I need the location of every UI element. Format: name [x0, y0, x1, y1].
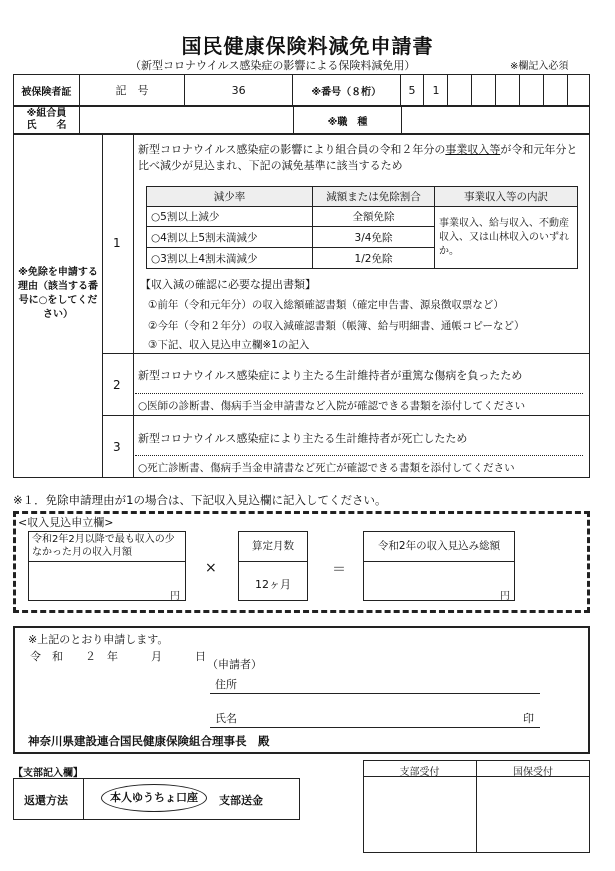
job-label: ※職 種	[294, 107, 402, 134]
income-note: ※１．免除申請理由が1の場合は、下記収入見込欄に記入してください。	[13, 493, 387, 507]
insured-row	[13, 74, 590, 106]
address-line[interactable]	[210, 693, 540, 694]
reason-3-text: 新型コロナウイルス感染症により主たる生計維持者が死亡したため	[138, 432, 468, 445]
reason-1-number[interactable]: 1	[113, 236, 121, 250]
income-box-title: <収入見込申立欄>	[18, 516, 114, 529]
times-sign: ×	[205, 560, 217, 576]
doc-1: ①前年（令和元年分）の収入総額確認書類（確定申告書、源泉徴収票など）	[148, 299, 504, 311]
address-label: 住所	[215, 678, 237, 691]
digit-7[interactable]	[544, 75, 568, 106]
name-label: 氏名	[215, 712, 237, 725]
yen-unit-2: 円	[500, 591, 510, 602]
digit-1[interactable]: 5	[400, 75, 424, 106]
member-label-line1: ※組合員	[26, 108, 67, 119]
doc-3: ③下記、収入見込申立欄※1の記入	[148, 339, 310, 351]
ratio-row-1: 全額免除	[313, 207, 435, 227]
member-label-line2: 氏 名	[26, 120, 67, 131]
rate-row-1[interactable]: ○5割以上減少	[147, 207, 313, 227]
rate-row-3[interactable]: ○3割以上4割未満減少	[147, 248, 313, 269]
th-breakdown: 事業収入等の内訳	[435, 187, 578, 207]
reason-label: ※免除を申請する理由（該当する番号に○をしてください）	[18, 267, 98, 320]
return-method-label: 返還方法	[24, 794, 68, 807]
member-name-field[interactable]	[80, 107, 294, 134]
th-rate: 減少率	[147, 187, 313, 207]
digit-5[interactable]	[496, 75, 520, 106]
ratio-row-2: 3/4免除	[313, 227, 435, 248]
breakdown-cell: 事業収入、給与収入、不動産収入、又は山林収入のいずれか。	[435, 207, 578, 269]
digit-8[interactable]	[568, 75, 590, 106]
doc-2: ②今年（令和２年分）の収入減確認書類（帳簿、給与明細書、通帳コピーなど）	[148, 320, 525, 332]
application-statement: ※上記のとおり申請します。	[28, 633, 169, 646]
applicant-label: （申請者）	[207, 658, 262, 671]
reason-3-doc: ○死亡診断書、傷病手当金申請書など死亡が確認できる書類を添付してください	[138, 462, 515, 474]
name-line[interactable]	[210, 727, 540, 728]
job-field[interactable]	[402, 107, 590, 134]
digit-2[interactable]: 1	[424, 75, 448, 106]
application-date[interactable]: 令 和 ２ 年 月 日	[30, 650, 206, 663]
ratio-row-3: 1/2免除	[313, 248, 435, 269]
reason-1-text	[138, 142, 586, 174]
months-label: 算定月数	[252, 540, 294, 552]
digit-4[interactable]	[472, 75, 496, 106]
digit-6[interactable]	[520, 75, 544, 106]
reason-2-doc: ○医師の診断書、傷病手当金申請書など入院が確認できる書類を添付してください	[138, 400, 526, 412]
card-label: 被保険者証	[14, 75, 80, 106]
reduction-table	[146, 186, 578, 269]
min-month-label: 令和2年2月以降で最も収入の少なかった月の収入月額	[32, 534, 175, 558]
member-row	[13, 106, 590, 134]
total-label: 令和2年の収入見込み総額	[377, 540, 501, 552]
reason-1-text-a: 新型コロナウイルス感染症の影響により組合員の令和２年分の	[138, 143, 446, 156]
branch-title: 【支部記入欄】	[13, 768, 83, 779]
branch-reception-label: 支部受付	[399, 767, 440, 778]
symbol-label: 記 号	[79, 75, 185, 106]
option-branch-remit[interactable]: 支部送金	[219, 794, 263, 807]
rate-row-2[interactable]: ○4割以上5割未満減少	[147, 227, 313, 248]
member-name-label	[14, 107, 80, 134]
addressee: 神奈川県建設連合国民健康保険組合理事長 殿	[28, 734, 270, 748]
reason-1-underline: 事業収入等	[445, 143, 501, 156]
months-value: 12ヶ月	[255, 578, 291, 591]
seal-mark: 印	[523, 712, 534, 725]
form-subtitle: （新型コロナウイルス感染症の影響による保険料減免用）	[130, 59, 416, 72]
th-ratio: 減額または免除割合	[313, 187, 435, 207]
required-note: ※欄記入必須	[510, 61, 569, 72]
form-title: 国民健康保険料減免申請書	[181, 34, 434, 58]
number-label: ※番号（８桁）	[292, 75, 400, 106]
reason-3-number[interactable]: 3	[113, 440, 121, 454]
docs-title: 【収入減の確認に必要な提出書類】	[140, 278, 316, 291]
yen-unit-1: 円	[170, 591, 180, 602]
option-yucho[interactable]: 本人ゆうちょ口座	[101, 784, 207, 812]
kokuho-reception-label: 国保受付	[513, 767, 553, 778]
equals-sign: ＝	[332, 562, 346, 578]
reason-2-text: 新型コロナウイルス感染症により主たる生計維持者が重篤な傷病を負ったため	[138, 369, 523, 382]
reason-2-number[interactable]: 2	[113, 378, 121, 392]
reason-1-text-b: が令和元年分と比べ減少が見込まれ、下記の減免基準に該当するため	[138, 143, 578, 172]
symbol-value[interactable]: 36	[185, 75, 293, 106]
digit-3[interactable]	[448, 75, 472, 106]
